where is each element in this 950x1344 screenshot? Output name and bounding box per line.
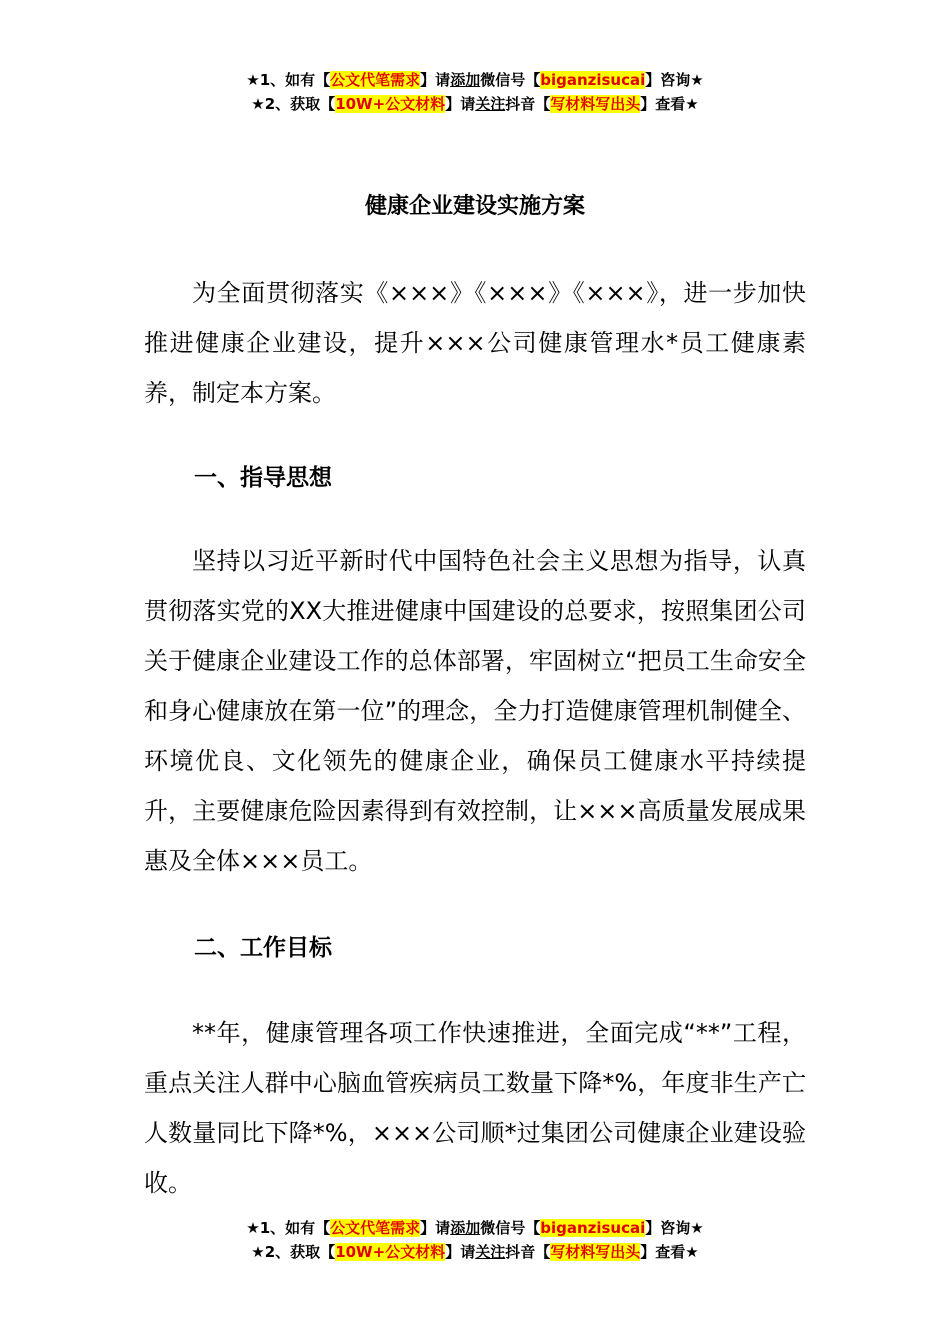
guiding-ideology-paragraph: 坚持以习近平新时代中国特色社会主义思想为指导，认真贯彻落实党的XX大推进健康中国建设的总要求，按照集团公司关于健康企业建设工作的总体部署，牢固树立“把员工生命安全和身心健康放在第一位”的理念，全力打造健康管理机制健全、环境优良、文化领先的健康企业，确保员工健康水平持续提升，主要健康危险因素得到有效控制，让×××高质量发展成果惠及全体×××员工。 <box>144 547 806 875</box>
promo-wechat-id: biganzisucai <box>540 71 646 89</box>
promo-line-1: ★1、如有【公文代笔需求】请添加微信号【biganzisucai】咨询★ <box>246 1219 704 1237</box>
promo-wechat-id: biganzisucai <box>540 1219 646 1237</box>
section-heading-guiding-ideology: 一、指导思想 <box>194 465 332 491</box>
intro-paragraph: 为全面贯彻落实《×××》《×××》《×××》，进一步加快推进健康企业建设，提升×××公司健康管理水*员工健康素养，制定本方案。 <box>144 279 806 407</box>
section-heading-work-goals: 二、工作目标 <box>194 935 332 961</box>
promo-line-1: ★1、如有【公文代笔需求】请添加微信号【biganzisucai】咨询★ <box>246 71 704 89</box>
document-title: 健康企业建设实施方案 <box>364 194 585 219</box>
promo-highlight: 公文代笔需求 <box>330 71 421 89</box>
promo-douyin-id: 写材料写出头 <box>550 95 641 113</box>
promo-banner-top <box>0 68 950 116</box>
work-goals-paragraph: **年，健康管理各项工作快速推进，全面完成“**”工程，重点关注人群中心脑血管疾病员工数量下降*%，年度非生产亡人数量同比下降*%，×××公司顺*过集团公司健康企业建设验收。 <box>144 1019 806 1197</box>
promo-highlight: 10W+公文材料 <box>335 1243 446 1261</box>
promo-line-2: ★2、获取【10W+公文材料】请关注抖音【写材料写出头】查看★ <box>251 95 699 113</box>
promo-banner-bottom <box>0 1216 950 1264</box>
promo-line-2: ★2、获取【10W+公文材料】请关注抖音【写材料写出头】查看★ <box>251 1243 699 1261</box>
promo-highlight: 公文代笔需求 <box>330 1219 421 1237</box>
promo-highlight: 10W+公文材料 <box>335 95 446 113</box>
promo-douyin-id: 写材料写出头 <box>550 1243 641 1261</box>
